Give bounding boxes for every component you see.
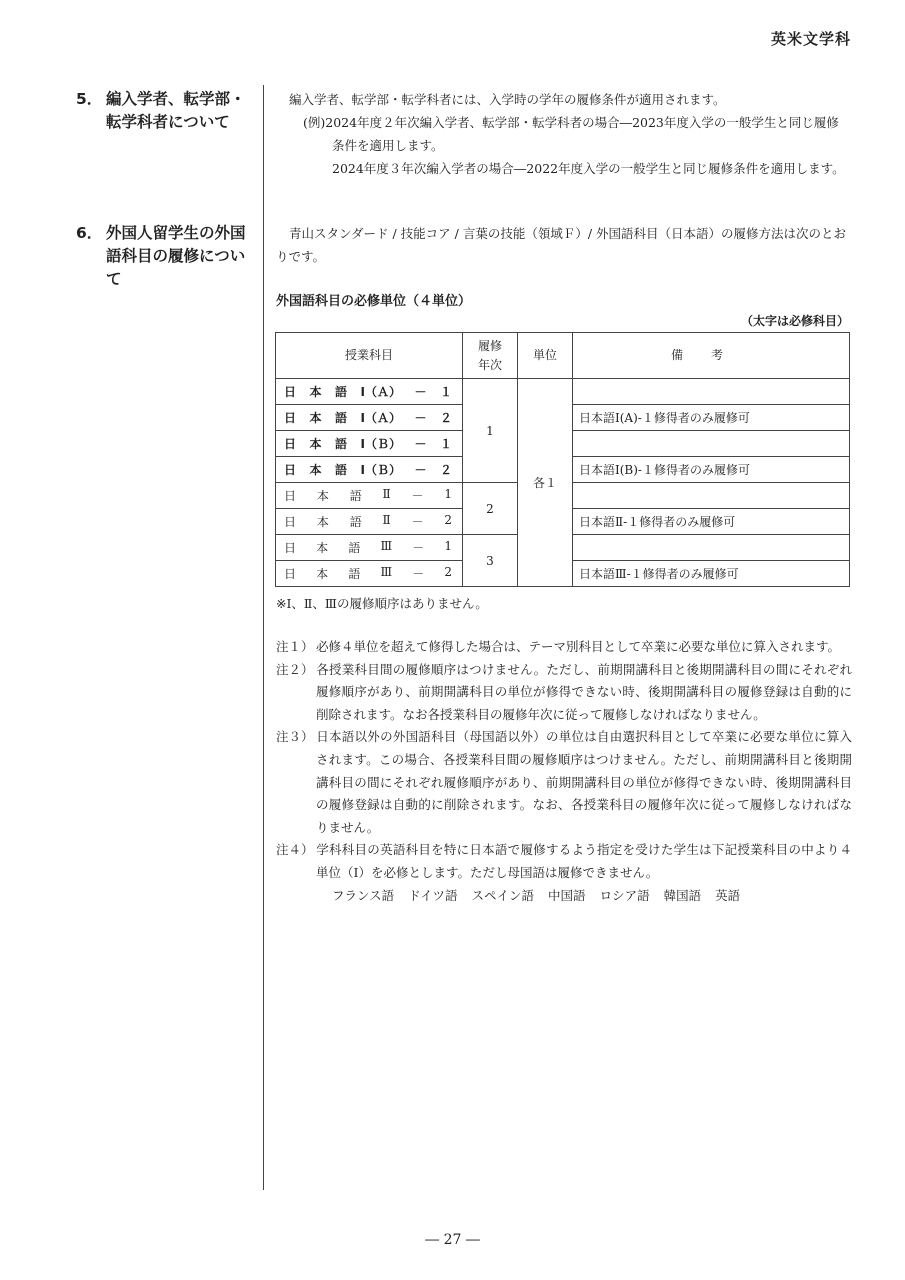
- language-item: 英語: [715, 887, 741, 903]
- remarks-cell: [573, 431, 850, 457]
- language-item: ドイツ語: [408, 887, 458, 903]
- table-header-row: [276, 333, 850, 379]
- language-item: スペイン語: [471, 887, 535, 903]
- section5-number: 5．: [76, 90, 103, 108]
- year-cell: 3: [463, 535, 518, 587]
- remarks-cell: 日本語Ⅰ(B)-１修得者のみ履修可: [573, 457, 850, 483]
- remarks-cell: [573, 483, 850, 509]
- remarks-cell: 日本語Ⅲ-１修得者のみ履修可: [573, 561, 850, 587]
- year-cell: 2: [463, 483, 518, 535]
- remarks-cell: 日本語Ⅱ-１修得者のみ履修可: [573, 509, 850, 535]
- subject-cell: 日 本 語 Ⅰ（Ｂ） － ２: [276, 457, 463, 483]
- notes-list: [276, 636, 852, 907]
- remarks-cell: [573, 535, 850, 561]
- subject-cell: 日 本 語 Ⅰ（Ａ） － １: [276, 379, 463, 405]
- subject-cell: 日 本 語 Ⅰ（Ｂ） － １: [276, 431, 463, 457]
- table-bold-note: （太字は必修科目）: [740, 314, 849, 328]
- subject-cell: 日 本 語 Ⅲ － 2: [276, 561, 463, 587]
- language-item: 中国語: [548, 887, 586, 903]
- header-unit: 単位: [518, 333, 573, 379]
- subject-cell: 日 本 語 Ⅰ（Ａ） － ２: [276, 405, 463, 431]
- unit-cell: 各１: [518, 379, 573, 587]
- remarks-cell: 日本語Ⅰ(A)-１修得者のみ履修可: [573, 405, 850, 431]
- subject-cell: 日 本 語 Ⅲ － 1: [276, 535, 463, 561]
- department-header: 英米文学科: [770, 30, 851, 48]
- header-remarks: 備考: [573, 333, 850, 379]
- required-credits-table: [275, 332, 850, 587]
- section6-number: 6．: [76, 224, 103, 242]
- header-subject: 授業科目: [276, 333, 463, 379]
- page-number: ― 27 ―: [425, 1232, 480, 1248]
- language-item: フランス語: [332, 887, 395, 903]
- note-item: 注１） 必修４単位を超えて修得した場合は、テーマ別科目として卒業に必要な単位に算入されます。: [276, 639, 841, 654]
- language-list: [276, 885, 852, 908]
- column-divider: [263, 85, 264, 1190]
- note-item: 注４） 学科科目の英語科目を特に日本語で履修するよう指定を受けた学生は下記授業科目の中より４単位（Ⅰ）を必修とします。ただし母国語は履修できません。: [276, 842, 852, 880]
- year-cell: 1: [463, 379, 518, 483]
- table-footnote: ※Ⅰ、Ⅱ、Ⅲの履修順序はありません。: [276, 596, 488, 611]
- note-item: 注３） 日本語以外の外国語科目（母国語以外）の単位は自由選択科目として卒業に必要な単位に算入されます。この場合、各授業科目間の履修順序はつけません。ただし、前期開講科目と後期開講科目の間にそれぞれ履修順序があり、前期開講科目の単位が修得できない時、後期開講科目の履修登録は自動的に削除されます。なお、各授業科目の履修年次に従って履修しなければなりません。: [276, 729, 852, 835]
- remarks-cell: [573, 379, 850, 405]
- note-item: 注２） 各授業科目間の履修順序はつけません。ただし、前期開講科目と後期開講科目の間にそれぞれ履修順序があり、前期開講科目の単位が修得できない時、後期開講科目の履修登録は自動的に削除されます。なお各授業科目の履修年次に従って履修しなければなりません。: [276, 661, 852, 722]
- section6-heading: [76, 222, 254, 291]
- section5-body: [276, 88, 850, 180]
- header-year: 履修年次: [463, 333, 518, 379]
- language-item: ロシア語: [599, 887, 650, 903]
- section5-heading: [76, 88, 254, 134]
- section6-body: 青山スタンダード / 技能コア / 言葉の技能（領域Ｆ）/ 外国語科目（日本語）の履修方法は次のとおりです。: [276, 226, 847, 264]
- subject-cell: 日 本 語 Ⅱ － 1: [276, 483, 463, 509]
- language-item: 韓国語: [663, 887, 702, 903]
- subject-cell: 日 本 語 Ⅱ － 2: [276, 509, 463, 535]
- table-row: [276, 379, 850, 405]
- section6-title: 外国人留学生の外国語科目の履修について: [106, 224, 246, 288]
- section5-example1: (例)2024年度２年次編入学者、転学部・転学科者の場合―2023年度入学の一般学生と同じ履修条件を適用します。: [303, 115, 839, 153]
- section5-line1: 編入学者、転学部・転学科者には、入学時の学年の履修条件が適用されます。: [289, 92, 726, 107]
- section5-example2: 2024年度３年次編入学者の場合―2022年度入学の一般学生と同じ履修条件を適用します。: [332, 161, 845, 176]
- table-title: 外国語科目の必修単位（４単位）: [276, 294, 472, 309]
- section5-title: 編入学者、転学部・転学科者について: [106, 90, 246, 131]
